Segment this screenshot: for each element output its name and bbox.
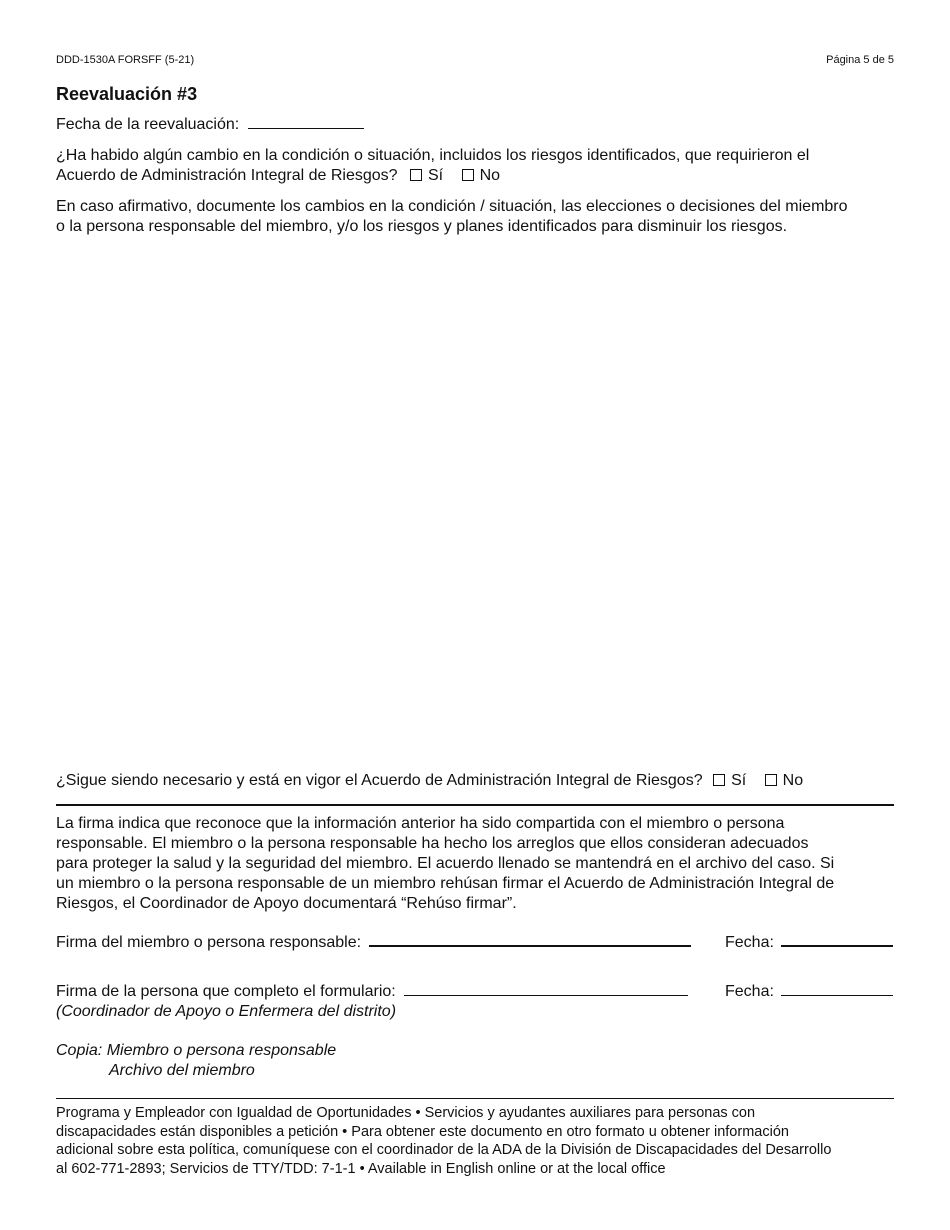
still-necessary-question [56,771,896,791]
signature-notice [56,814,896,914]
footer-divider [56,1098,894,1099]
signature-notice-line: La firma indica que reconoce que la información anterior ha sido compartida con el miembro o persona [56,815,785,832]
member-date-label: Fecha: [725,934,774,951]
reevaluation-date-row [56,115,364,135]
still-necessary-text: ¿Sigue siendo necesario y está en vigor el Acuerdo de Administración Integral de Riesgos? [56,772,703,789]
preparer-date-row [725,982,893,1002]
reevaluation-date-label: Fecha de la reevaluación: [56,116,240,133]
preparer-signature-row [56,982,688,1002]
instructions [56,197,896,237]
change-yes-checkbox[interactable] [410,169,422,181]
footer-line: Programa y Empleador con Igualdad de Oportunidades • Servicios y ayudantes auxiliares para personas con [56,1105,756,1121]
footer-line: adicional sobre esta política, comuníquese con el coordinador de la ADA de la División de Discapacidades del Desarrollo [56,1142,832,1158]
change-no-checkbox[interactable] [462,169,474,181]
still-necessary-yes-label: Sí [731,772,747,789]
change-yes-label: Sí [427,167,444,184]
preparer-signature-label: Firma de la persona que completo el formulario: [56,983,396,1000]
copy-line1: Copia: Miembro o persona responsable [56,1042,337,1059]
section-divider [56,804,894,806]
instructions-line1: En caso afirmativo, documente los cambios en la condición / situación, las elecciones o decisiones del miembro [56,198,848,215]
change-question-line1: ¿Ha habido algún cambio en la condición o situación, incluidos los riesgos identificados, que requirieron el [56,147,810,164]
member-signature-field[interactable] [369,945,691,947]
change-question-line2 [56,166,896,186]
preparer-date-label: Fecha: [725,983,774,1000]
changes-writing-area[interactable] [56,245,894,755]
member-date-row [725,933,893,953]
change-question-text: Acuerdo de Administración Integral de Riesgos? [56,167,398,184]
change-question [56,146,896,186]
signature-notice-line: responsable. El miembro o la persona responsable ha hecho los arreglos que ellos consideran adecuados [56,835,809,852]
signature-notice-line: para proteger la salud y la seguridad del miembro. El acuerdo llenado se mantendrá en el archivo del caso. Si [56,855,835,872]
reevaluation-date-field[interactable] [248,128,364,129]
member-signature-row [56,933,691,953]
signature-notice-line: un miembro o la persona responsable de un miembro rehúsan firmar el Acuerdo de Administración Integral de [56,875,835,892]
copy-line2: Archivo del miembro [109,1062,255,1079]
still-necessary-no-label: No [782,772,804,789]
member-date-field[interactable] [781,945,893,947]
still-necessary-yes-checkbox[interactable] [713,774,725,786]
member-signature-label: Firma del miembro o persona responsable: [56,934,362,951]
footer-line: discapacidades están disponibles a petición • Para obtener este documento en otro formato u obtener información [56,1123,789,1140]
instructions-line2: o la persona responsable del miembro, y/o los riesgos y planes identificados para disminuir los riesgos. [56,218,788,235]
footer-line: al 602-771-2893; Servicios de TTY/TDD: 7-1-1 • Available in English online or at the local office [56,1160,666,1177]
preparer-role-note: (Coordinador de Apoyo o Enfermera del distrito) [56,1003,397,1020]
page-number: Página 5 de 5 [826,54,894,66]
change-no-label: No [479,167,501,184]
still-necessary-no-checkbox[interactable] [765,774,777,786]
section-title: Reevaluación #3 [56,84,198,104]
signature-notice-line: Riesgos, el Coordinador de Apoyo documentará “Rehúso firmar”. [56,895,517,912]
preparer-signature-field[interactable] [404,995,688,996]
preparer-date-field[interactable] [781,995,893,996]
form-id: DDD-1530A FORSFF (5-21) [56,54,195,66]
footer-notice [56,1104,901,1178]
